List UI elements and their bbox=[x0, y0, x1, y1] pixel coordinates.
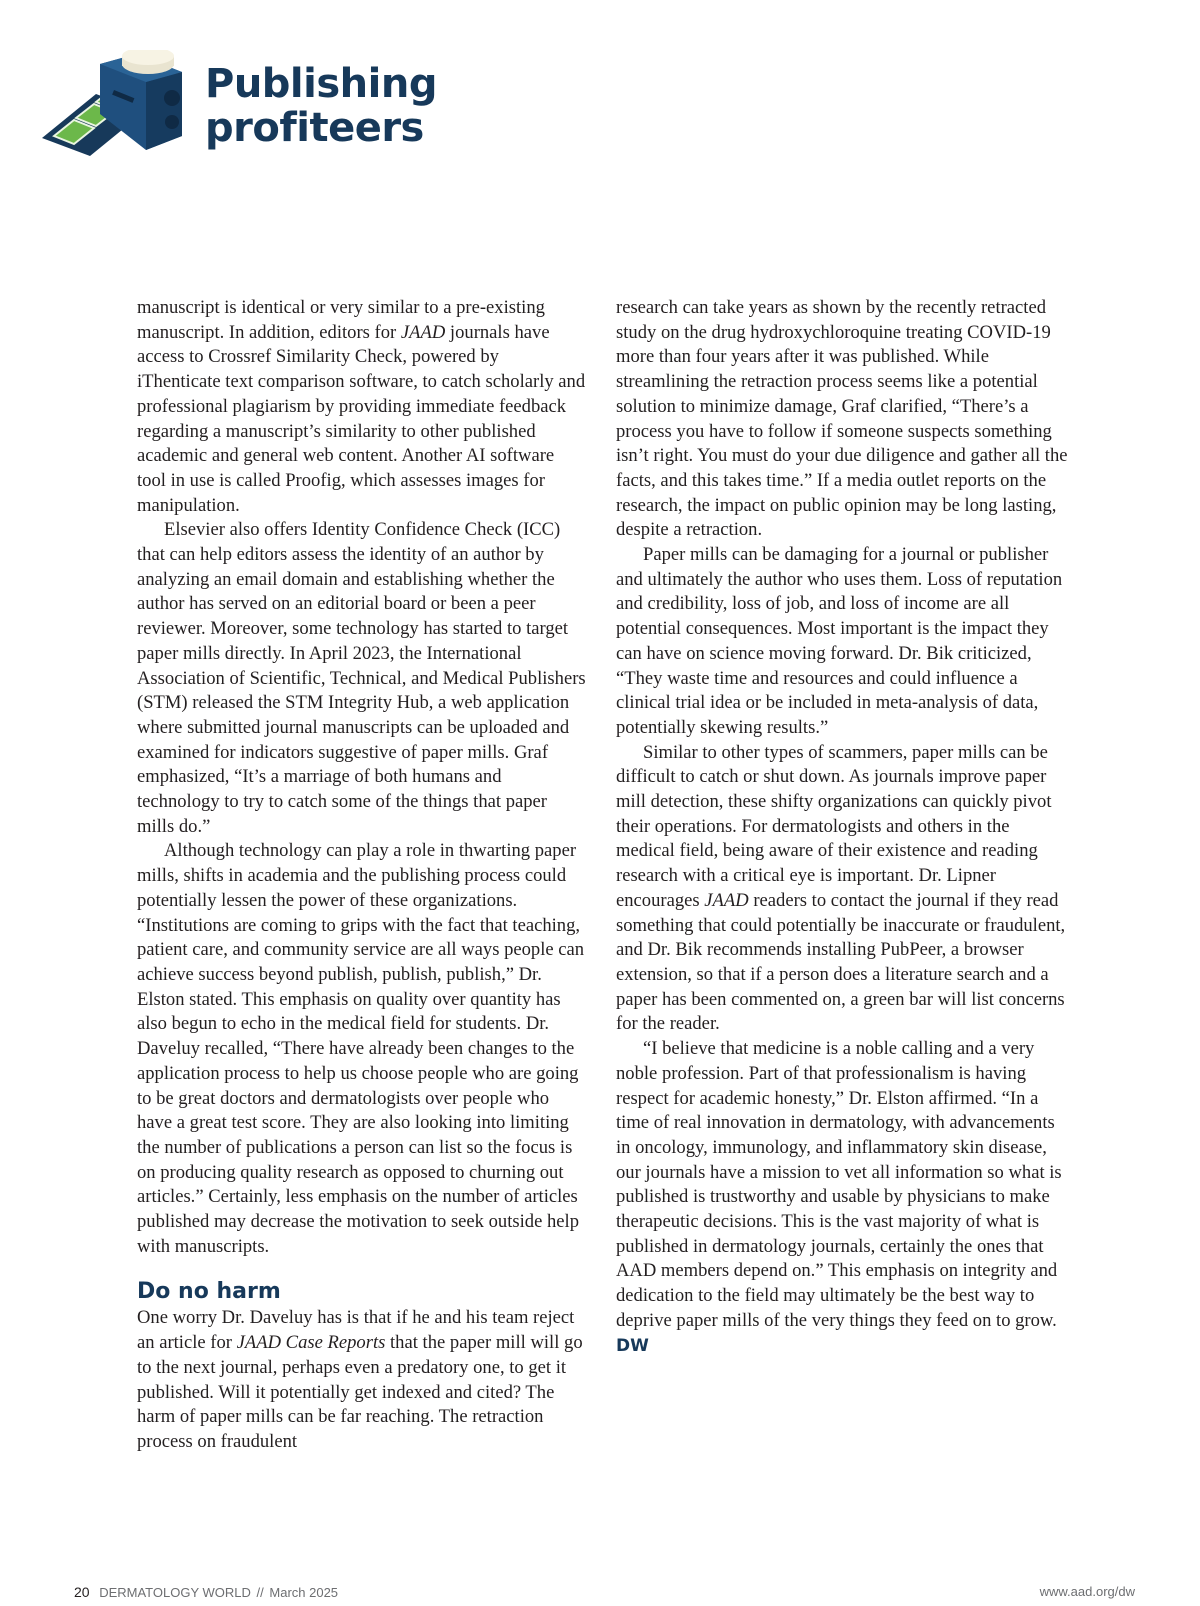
paragraph: research can take years as shown by the recently retracted study on the drug hydroxychloroquine treating COVID-19 more than four years after it was published. While streamlining the retraction process seems like a potential solution to minimize damage, Graf clarified, “There’s a process you have to follow if someone suspects something isn’t right. You must do your due diligence and gather all the facts, and this takes time.” If a media outlet reports on the research, the impact on public opinion may be long lasting, despite a retraction. bbox=[616, 297, 1068, 541]
page-number: 20 bbox=[74, 1584, 90, 1600]
text-run: manuscript is identical or very similar to a pre-existing manuscript. In addition, editors for bbox=[137, 297, 545, 343]
paragraph bbox=[616, 1037, 1071, 1358]
publication-name: DERMATOLOGY WORLD bbox=[99, 1585, 251, 1600]
paragraph: Although technology can play a role in thwarting paper mills, shifts in academia and the publishing process could potentially lessen the power of these organizations. “Institutions are coming to grips with the fact that teaching, patient care, and community service are all ways people can achieve success beyond publish, publish, publish,” Dr. Elston stated. This emphasis on quality over quantity has also begun to echo in the medical field for students. Dr. Daveluy recalled, “There have already been changes to the application process to help us choose people who are going to be great doctors and dermatologists over people who have a great test score. They are also looking into limiting the number of publications a person can list so the focus is on producing quality research as opposed to churning out articles.” Certainly, less emphasis on the number of articles published may decrease the motivation to seek outside help with manuscripts. bbox=[137, 840, 585, 1257]
footer-url: www.aad.org/dw bbox=[1039, 1584, 1135, 1599]
section-title bbox=[205, 62, 437, 150]
section-header bbox=[40, 50, 440, 160]
journal-name: JAAD bbox=[704, 889, 749, 911]
text-run: One worry Dr. Daveluy has is that if he and his team reject an article for bbox=[137, 1307, 575, 1354]
section-title-line-2: profiteers bbox=[205, 105, 424, 151]
text-run: Similar to other types of scammers, paper mills can be difficult to catch or shut down. As journals improve paper mill detection, these shifty organizations can quickly pivot their operations. For dermatologists and others in the medical field, being aware of their existence and reading research with a critical eye is important. Dr. Lipner encourages bbox=[616, 741, 1052, 911]
paragraph: Paper mills can be damaging for a journal or publisher and ultimately the author who uses them. Loss of reputation and credibility, loss of job, and loss of income are all potential consequences. Most important is the impact they can have on science moving forward. Dr. Bik criticized, “They waste time and resources and could influence a clinical trial idea or be included in meta-analysis of data, potentially skewing results.” bbox=[616, 544, 1063, 738]
page-footer bbox=[0, 1584, 1200, 1604]
journal-name: JAAD bbox=[400, 321, 446, 343]
article-column-left bbox=[137, 296, 587, 1455]
paragraph bbox=[137, 1306, 587, 1454]
paragraph: Elsevier also offers Identity Confidence Check (ICC) that can help editors assess the identity of an author by analyzing an email domain and establishing whether the author has served on an editorial board or been a peer reviewer. Moreover, some technology has started to target paper mills directly. In April 2023, the International Association of Scientific, Technical, and Medical Publishers (STM) released the STM Integrity Hub, a web application where submitted journal manuscripts can be uploaded and examined for indicators suggestive of paper mills. Graf emphasized, “It’s a marriage of both humans and technology to try to catch some of the things that paper mills do.” bbox=[137, 519, 586, 837]
footer-separator: // bbox=[256, 1585, 264, 1600]
author-signature: DW bbox=[616, 1335, 649, 1356]
paragraph bbox=[137, 296, 587, 518]
subheading-do-no-harm: Do no harm bbox=[137, 1279, 281, 1305]
issue-date: March 2025 bbox=[269, 1585, 339, 1600]
printing-press-money-icon bbox=[40, 50, 210, 160]
section-title-line-1: Publishing bbox=[205, 61, 437, 107]
text-run: readers to contact the journal if they read something that could potentially be inaccurate or fraudulent, and Dr. Bik recommends installing PubPeer, a browser extension, so that if a person does a literature search and a paper has been commented on, a green bar will list concerns for the reader. bbox=[616, 889, 1066, 1035]
text-run: that the paper mill will go to the next journal, perhaps even a predatory one, to get it published. Will it potentially get indexed and cited? The harm of paper mills can be far reaching. The retraction process on fraudulent bbox=[137, 1332, 583, 1452]
article-column-right bbox=[616, 296, 1071, 1358]
text-run: “I believe that medicine is a noble calling and a very noble profession. Part of that professionalism is having respect for academic honesty,” Dr. Elston affirmed. “In a time of real innovation in dermatology, with advancements in oncology, immunology, and inflammatory skin disease, our journals have a mission to vet all information so what is published is trustworthy and usable by physicians to make therapeutic decisions. This is the vast majority of what is published in dermatology journals, certainly the ones that AAD members depend on.” This emphasis on integrity and dedication to the field may ultimately be the best way to deprive paper mills of the very things they feed on to grow. bbox=[616, 1038, 1062, 1331]
text-run: journals have access to Crossref Similarity Check, powered by iThenticate text comparison software, to catch scholarly and professional plagiarism by providing immediate feedback regarding a manuscript’s similarity to other published academic and general web content. Another AI software tool in use is called Proofig, which assesses images for manipulation. bbox=[137, 321, 586, 516]
journal-name: JAAD Case Reports bbox=[236, 1332, 386, 1354]
paragraph bbox=[616, 741, 1071, 1037]
footer-left bbox=[74, 1584, 338, 1600]
